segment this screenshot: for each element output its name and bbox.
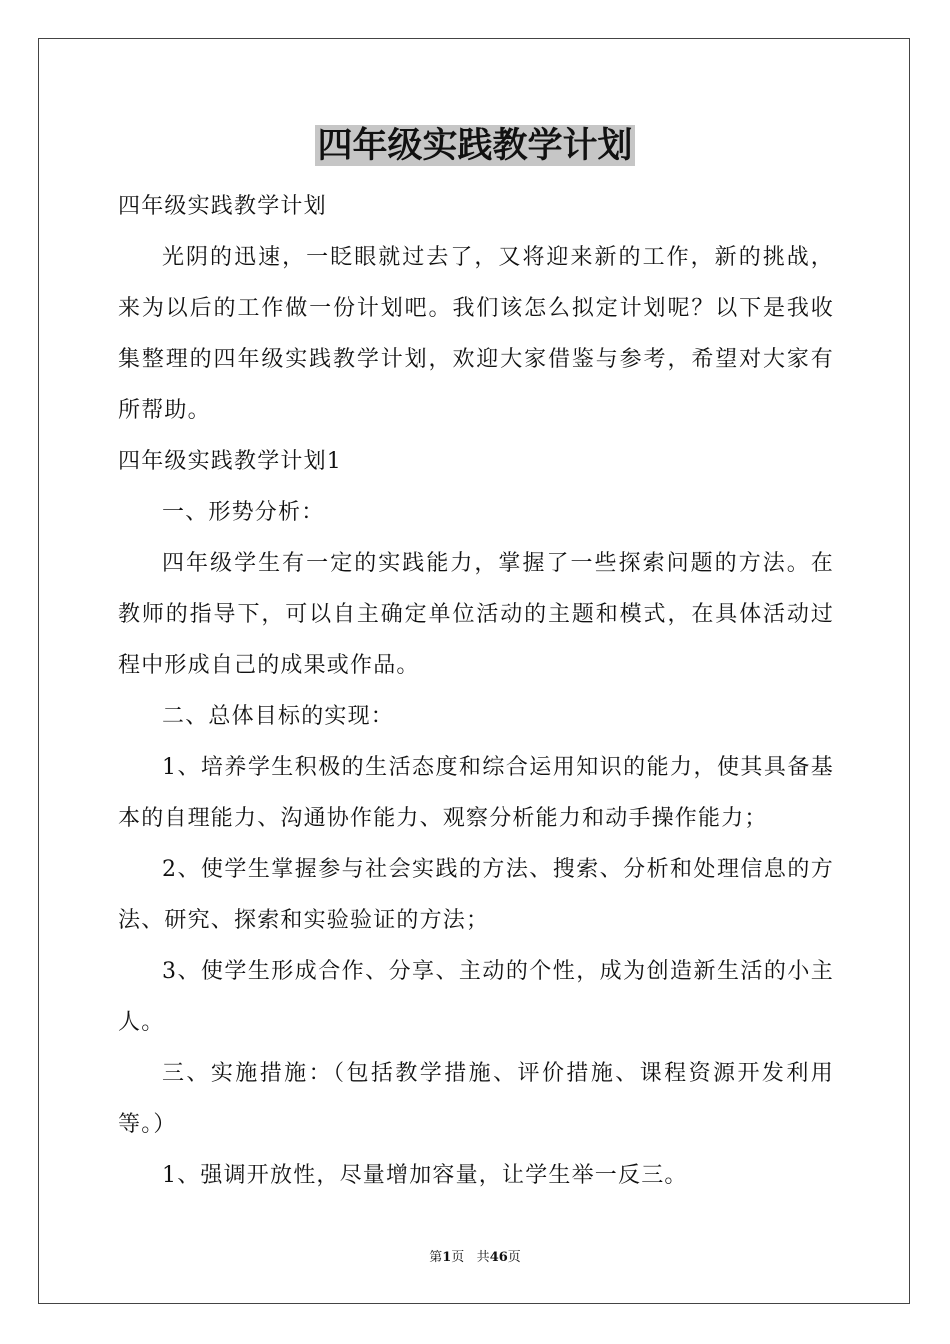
paragraph: 四年级实践教学计划 — [118, 194, 327, 219]
footer-total-suffix: 页 — [507, 1250, 521, 1265]
paragraph: 四年级实践教学计划1 — [118, 449, 342, 474]
paragraph: 2、使学生掌握参与社会实践的方法、搜索、分析和处理信息的方法、研究、探索和实验验证的方法； — [118, 857, 834, 933]
footer-total-pages: 46 — [489, 1250, 508, 1265]
document-title-text: 四年级实践教学计划 — [317, 125, 633, 166]
paragraph: 三、实施措施：（包括教学措施、评价措施、课程资源开发利用等。） — [118, 1061, 834, 1137]
page-footer — [0, 1249, 950, 1267]
document-title — [0, 124, 950, 168]
paragraph: 二、总体目标的实现： — [162, 704, 395, 729]
footer-page-prefix: 第 — [429, 1250, 443, 1265]
paragraph: 一、形势分析： — [162, 500, 325, 525]
footer-total-prefix: 共 — [476, 1250, 490, 1265]
paragraph: 四年级学生有一定的实践能力，掌握了一些探索问题的方法。在教师的指导下，可以自主确定单位活动的主题和模式，在具体活动过程中形成自己的成果或作品。 — [118, 551, 834, 678]
paragraph: 3、使学生形成合作、分享、主动的个性，成为创造新生活的小主人。 — [118, 959, 834, 1035]
paragraph: 1、强调开放性，尽量增加容量，让学生举一反三。 — [162, 1163, 688, 1188]
footer-page-current: 1 — [442, 1250, 452, 1265]
document-body — [118, 181, 834, 1201]
paragraph: 1、培养学生积极的生活态度和综合运用知识的能力，使其具备基本的自理能力、沟通协作能力、观察分析能力和动手操作能力； — [118, 755, 834, 831]
footer-page-suffix: 页 — [451, 1250, 465, 1265]
paragraph: 光阴的迅速，一眨眼就过去了，又将迎来新的工作，新的挑战，来为以后的工作做一份计划吧。我们该怎么拟定计划呢？以下是我收集整理的四年级实践教学计划，欢迎大家借鉴与参考，希望对大家有所帮助。 — [118, 245, 834, 423]
